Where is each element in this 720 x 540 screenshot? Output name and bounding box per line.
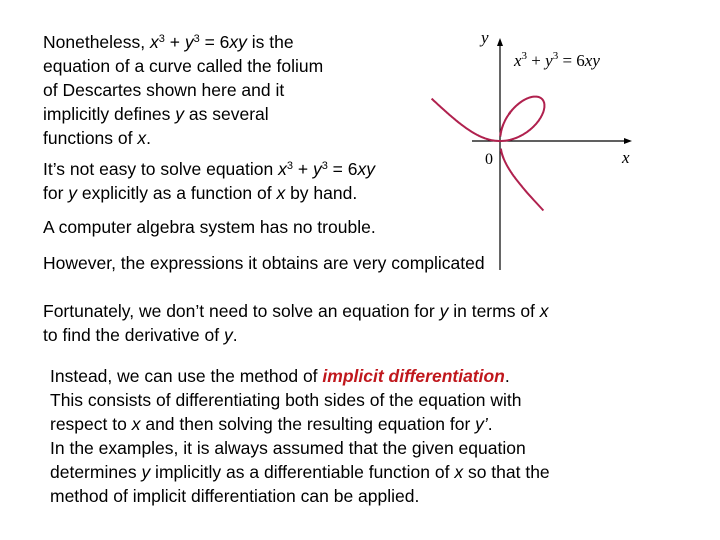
para2-line2-x: x bbox=[276, 183, 286, 203]
para1-var-x: x bbox=[150, 32, 159, 52]
para5-line2-pre: to find the derivative of bbox=[43, 325, 224, 345]
para2-line2-post: by hand. bbox=[285, 183, 358, 203]
para5-y: y bbox=[439, 301, 449, 321]
para2-var-y: y bbox=[312, 159, 322, 179]
para6-line3-yprime: y’ bbox=[475, 414, 488, 434]
para2-line2-pre: for bbox=[43, 183, 69, 203]
para1-line5-post: . bbox=[146, 128, 151, 148]
para5-line2-y: y bbox=[223, 325, 233, 345]
para1-text-pre: Nonetheless, bbox=[43, 32, 151, 52]
para6-line1 bbox=[50, 364, 510, 389]
implicit-differentiation-term: implicit differentiation bbox=[322, 366, 505, 386]
para1-exp2: 3 bbox=[193, 32, 200, 45]
para5-x: x bbox=[539, 301, 549, 321]
para1-line4-y: y bbox=[175, 104, 185, 124]
para6-line3-post: and then solving the resulting equation for bbox=[140, 414, 476, 434]
para1-line4 bbox=[43, 102, 269, 127]
para5-line2 bbox=[43, 323, 238, 348]
para1-line1 bbox=[43, 30, 294, 55]
para2-exp2: 3 bbox=[321, 159, 328, 172]
folium-figure bbox=[370, 22, 640, 272]
para5-pre: Fortunately, we don’t need to solve an equation for bbox=[43, 301, 440, 321]
para6-line5-pre: determines bbox=[50, 462, 142, 482]
para4: However, the expressions it obtains are very complicated bbox=[43, 253, 485, 273]
para2-exp1: 3 bbox=[286, 159, 293, 172]
para6-pre: Instead, we can use the method of bbox=[50, 366, 323, 386]
para6-line5-mid: implicitly as a differentiable function of bbox=[150, 462, 455, 482]
para1-line5-x: x bbox=[137, 128, 147, 148]
y-axis-arrow bbox=[497, 38, 503, 46]
para6-line3 bbox=[50, 412, 493, 437]
para6-line5-y: y bbox=[141, 462, 151, 482]
para5-line2-post: . bbox=[232, 325, 238, 345]
para2-var-x: x bbox=[278, 159, 287, 179]
para1-plus: + bbox=[164, 32, 185, 52]
para5-line1 bbox=[43, 299, 549, 324]
para6-line2: This consists of differentiating both sides of the equation with bbox=[50, 390, 522, 410]
origin-label: 0 bbox=[485, 151, 493, 168]
para2-line2-mid: explicitly as a function of bbox=[77, 183, 277, 203]
para2-line2-y: y bbox=[68, 183, 78, 203]
para6-line5-post: so that the bbox=[463, 462, 550, 482]
para6-line6: method of implicit differentiation can be applied. bbox=[50, 486, 420, 506]
equation-label: $x^3 + y^3 = 6xy$ bbox=[514, 50, 600, 70]
para1-line5 bbox=[43, 126, 151, 151]
para1-line5-pre: functions of bbox=[43, 128, 138, 148]
y-axis-label: y bbox=[481, 28, 489, 47]
para2-text-pre: It’s not easy to solve equation bbox=[43, 159, 279, 179]
para1-text-post: is the bbox=[246, 32, 294, 52]
para6-line5 bbox=[50, 460, 550, 485]
para1-line2: equation of a curve called the folium bbox=[43, 56, 324, 76]
para3: A computer algebra system has no trouble. bbox=[43, 217, 376, 237]
para6-line3-end: . bbox=[487, 414, 493, 434]
para6-line3-x: x bbox=[131, 414, 141, 434]
para1-exp1: 3 bbox=[158, 32, 165, 45]
para1-eq: = 6 bbox=[199, 32, 230, 52]
para1-line4-post: as several bbox=[184, 104, 269, 124]
x-axis-arrow bbox=[624, 138, 632, 144]
para5-mid: in terms of bbox=[448, 301, 540, 321]
para2-eq: = 6 bbox=[327, 159, 358, 179]
para1-line4-pre: implicitly defines bbox=[43, 104, 176, 124]
para6-line3-pre: respect to bbox=[50, 414, 132, 434]
para2-plus: + bbox=[292, 159, 313, 179]
para1-var-y: y bbox=[184, 32, 194, 52]
para2-var-xy: xy bbox=[357, 159, 375, 179]
para2-line1 bbox=[43, 157, 375, 182]
x-axis-label: x bbox=[622, 148, 630, 167]
para6-line4: In the examples, it is always assumed that the given equation bbox=[50, 438, 526, 458]
para1-line3: of Descartes shown here and it bbox=[43, 80, 285, 100]
para6-line5-x: x bbox=[454, 462, 464, 482]
para1-var-xy: xy bbox=[229, 32, 247, 52]
para6-post: . bbox=[504, 366, 510, 386]
para2-line2 bbox=[43, 181, 357, 206]
